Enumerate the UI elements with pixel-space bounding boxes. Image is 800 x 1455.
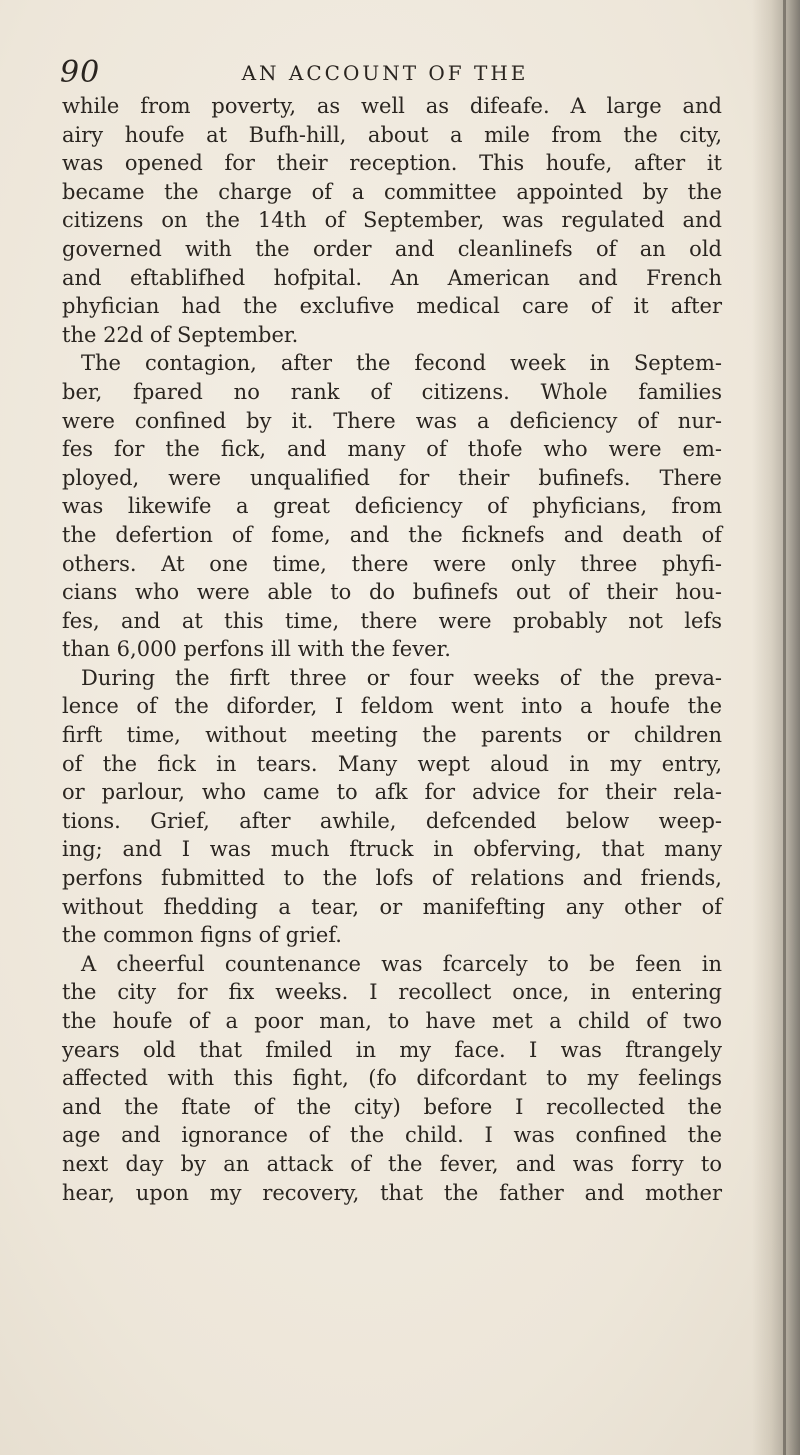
text-line: citizens on the 14th of September, was regulated and <box>62 208 722 233</box>
text-line: tions. Grief, after awhile, defcended below weep- <box>62 808 722 833</box>
text-line: A cheerful countenance was fcarcely to be feen in <box>81 951 722 976</box>
page-number: 90 <box>60 55 101 90</box>
text-line: fes for the fick, and many of thofe who were em- <box>62 437 722 462</box>
text-line: or parlour, who came to afk for advice for their rela- <box>62 780 722 805</box>
text-line: phyfician had the exclufive medical care of it after <box>62 294 722 319</box>
text-line: The contagion, after the fecond week in Septem- <box>81 351 722 376</box>
text-line: was opened for their reception. This houfe, after it <box>62 151 722 176</box>
page-edge-shadow <box>752 0 800 1455</box>
binding-edge-line <box>783 0 786 1455</box>
running-head: AN ACCOUNT OF THE <box>241 61 529 85</box>
text-line: became the charge of a committee appointed by the <box>62 179 722 204</box>
text-line: next day by an attack of the fever, and was forry to <box>62 1151 722 1176</box>
text-line: of the fick in tears. Many wept aloud in my entry, <box>62 751 722 776</box>
text-line: fes, and at this time, there were probably not lefs <box>62 608 722 633</box>
text-line: was likewife a great deficiency of phyficians, from <box>62 494 722 519</box>
text-line: others. At one time, there were only three phyfi- <box>62 551 722 576</box>
text-line: and eftablifhed hofpital. An American and French <box>62 265 722 290</box>
text-line: affected with this fight, (fo difcordant to my feelings <box>62 1066 722 1091</box>
page-header <box>60 55 700 89</box>
text-line: cians who were able to do bufinefs out of their hou- <box>62 580 722 605</box>
text-line: ing; and I was much ftruck in obferving, that many <box>62 837 722 862</box>
text-line: ployed, were unqualified for their bufinefs. There <box>62 465 722 490</box>
text-line: the houfe of a poor man, to have met a child of two <box>62 1009 722 1033</box>
text-line: perfons fubmitted to the lofs of relations and friends, <box>62 866 722 891</box>
text-line: lence of the diforder, I feldom went into a houfe the <box>62 694 722 719</box>
body-text <box>62 92 722 1207</box>
text-line: the common figns of grief. <box>62 923 342 948</box>
text-line: without fhedding a tear, or manifefting any other of <box>62 894 722 919</box>
text-line: firft time, without meeting the parents or children <box>62 723 722 748</box>
text-line: the defertion of fome, and the ficknefs and death of <box>62 522 722 547</box>
text-line: and the ftate of the city) before I recollected the <box>62 1094 722 1119</box>
text-line: airy houfe at Bufh-hill, about a mile from the city, <box>62 122 722 147</box>
text-line: than 6,000 perfons ill with the fever. <box>62 637 451 662</box>
text-line: the 22d of September. <box>62 322 299 347</box>
text-line: while from poverty, as well as difeafe. A large and <box>62 94 722 118</box>
text-line: ber, fpared no rank of citizens. Whole families <box>62 379 722 404</box>
text-line: years old that fmiled in my face. I was ftrangely <box>62 1037 722 1062</box>
text-line: During the firft three or four weeks of the preva- <box>81 665 722 690</box>
text-line: the city for fix weeks. I recollect once, in entering <box>62 980 722 1005</box>
text-line: hear, upon my recovery, that the father and mother <box>62 1180 722 1205</box>
text-line: were confined by it. There was a deficiency of nur- <box>62 408 722 433</box>
text-line: governed with the order and cleanlinefs of an old <box>62 236 722 261</box>
text-line: age and ignorance of the child. I was confined the <box>62 1123 722 1148</box>
